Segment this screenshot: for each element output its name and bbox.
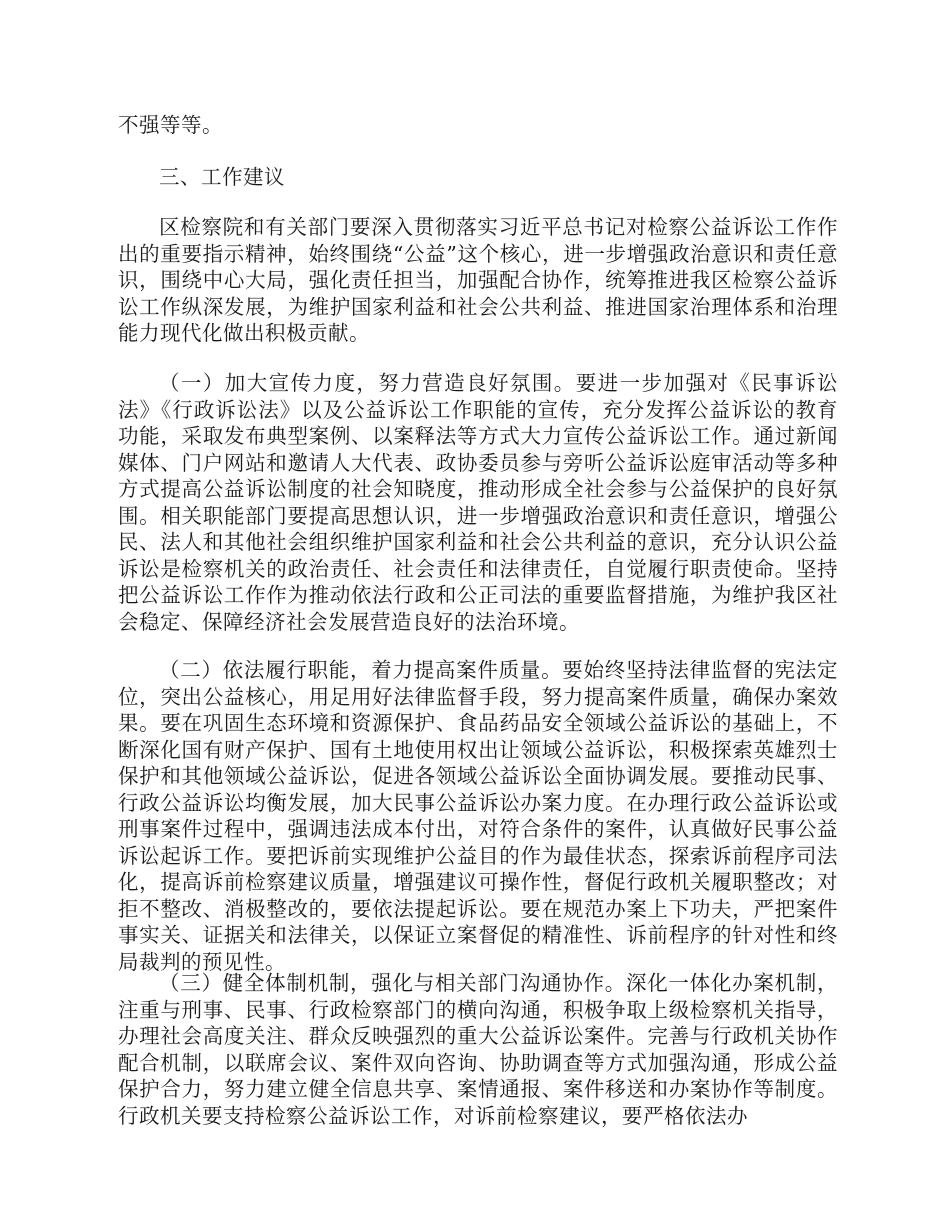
paragraph-item-3: （三）健全体制机制，强化与相关部门沟通协作。深化一体化办案机制，注重与刑事、民事、行政检察部门的横向沟通，积极争取上级检察机关指导，办理社会高度关注、群众反映强烈的重大公益诉讼案件。完善与行政机关协作配合机制，以联席会议、案件双向咨询、协助调查等方式加强沟通，形成公益保护合力，努力建立健全信息共享、案情通报、案件移送和办案协作等制度。行政机关要支持检察公益诉讼工作，对诉前检察建议，要严格依法办 (118, 971, 838, 1128)
section-heading: 三、工作建议 (159, 165, 285, 189)
paragraph-item-1: （一）加大宣传力度，努力营造良好氛围。要进一步加强对《民事诉讼法》《行政诉讼法》以及公益诉讼工作职能的宣传，充分发挥公益诉讼的教育功能，采取发布典型案例、以案释法等方式大力宣传公益诉讼工作。通过新闻媒体、门户网站和邀请人大代表、政协委员参与旁听公益诉讼庭审活动等多种方式提高公益诉讼制度的社会知晓度，推动形成全社会参与公益保护的良好氛围。相关职能部门要提高思想认识，进一步增强政治意识和责任意识，增强公民、法人和其他社会组织维护国家利益和社会公共利益的意识，充分认识公益诉讼是检察机关的政治责任、社会责任和法律责任，自觉履行职责使命。坚持把公益诉讼工作作为推动依法行政和公正司法的重要监督措施，为维护我区社会稳定、保障经济社会发展营造良好的法治环境。 (118, 371, 838, 634)
intro-paragraph: 区检察院和有关部门要深入贯彻落实习近平总书记对检察公益诉讼工作作出的重要指示精神，始终围绕“公益”这个核心，进一步增强政治意识和责任意识，围绕中心大局，强化责任担当，加强配合协作，统筹推进我区检察公益诉讼工作纵深发展，为维护国家利益和社会公共利益、推进国家治理体系和治理能力现代化做出积极贡献。 (118, 215, 838, 345)
continuation-text: 不强等等。 (118, 113, 223, 137)
paragraph-item-2: （二）依法履行职能，着力提高案件质量。要始终坚持法律监督的宪法定位，突出公益核心，用足用好法律监督手段，努力提高案件质量，确保办案效果。要在巩固生态环境和资源保护、食品药品安全领域公益诉讼的基础上，不断深化国有财产保护、国有土地使用权出让领域公益诉讼，积极探索英雄烈士保护和其他领域公益诉讼，促进各领域公益诉讼全面协调发展。要推动民事、行政公益诉讼均衡发展，加大民事公益诉讼办案力度。在办理行政公益诉讼或刑事案件过程中，强调违法成本付出，对符合条件的案件，认真做好民事公益诉讼起诉工作。要把诉前实现维护公益目的作为最佳状态，探索诉前程序司法化，提高诉前检察建议质量，增强建议可操作性，督促行政机关履职整改；对拒不整改、消极整改的，要依法提起诉讼。要在规范办案上下功夫，严把案件事实关、证据关和法律关，以保证立案督促的精准性、诉前程序的针对性和终局裁判的预见性。 (118, 658, 838, 974)
